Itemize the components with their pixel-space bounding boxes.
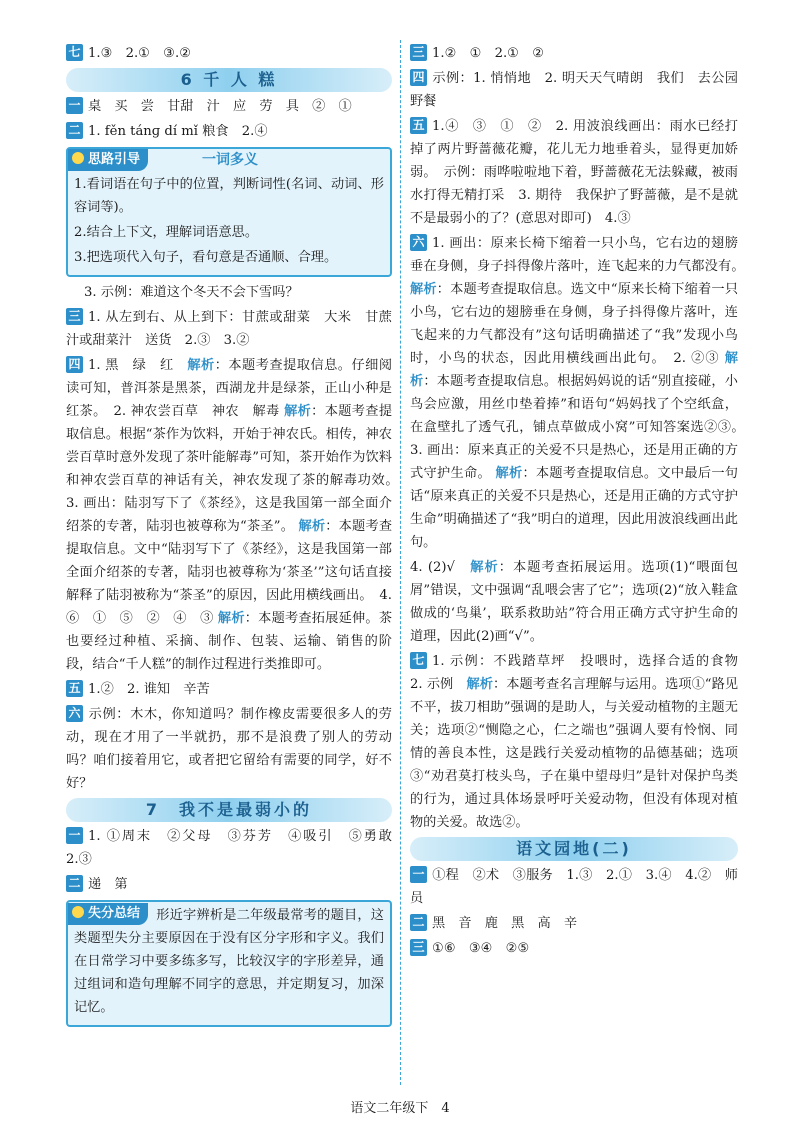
analysis-label: 解析 <box>284 404 312 419</box>
lightbulb-icon <box>72 152 84 164</box>
analysis-label: 解析 <box>495 466 523 481</box>
tip-box-mistake-summary <box>66 900 392 1027</box>
answer-5: 五 1.② 2. 谁知 辛苦 <box>66 678 392 701</box>
analysis-label: 解析 <box>217 611 245 626</box>
section-tag: 五 <box>410 117 427 134</box>
answer-2: 二 递 第 <box>66 873 392 896</box>
lightbulb-icon <box>72 906 84 918</box>
answer-6: 六 示例：木木，你知道吗？制作橡皮需要很多人的劳动，现在才用了一半就扔，那不是浪费了别人的劳动吗？咱们接着用它，或者把它留给有需要的同学，好不好？ <box>66 706 392 791</box>
answer-4: 四 示例：1. 悄悄地 2. 明天天气晴朗 我们 去公园野餐 <box>410 70 738 109</box>
section-tag: 七 <box>410 652 427 669</box>
analysis-label: 解析 <box>466 677 494 692</box>
lesson-6-title: 6 千 人 糕 <box>66 68 392 92</box>
section-tag: 三 <box>66 308 83 325</box>
analysis-label: 解析 <box>410 351 738 389</box>
answer-2: 二 1. fěn tánɡ dí mǐ 粮食 2.④ <box>66 120 392 143</box>
tip-text: 形近字辨析是二年级最常考的题目，这类题型失分主要原因在于没有区分字形和字义。我们在日常学习中要多练多写，比较汉字的字形差异，通过组词和造句理解不同字的意思，并定期复习，加深记忆。 <box>74 908 384 1015</box>
analysis-label: 解析 <box>470 560 499 575</box>
lesson-7-title: 7 我不是最弱小的 <box>66 798 392 822</box>
section-tag: 五 <box>66 680 83 697</box>
section-tag: 二 <box>410 914 427 931</box>
answer-2: 二 黑 音 鹿 黑 高 辛 <box>410 912 738 935</box>
left-column <box>66 42 406 1027</box>
section-tag: 七 <box>66 44 83 61</box>
answer-1: 一 1. ①周末 ②父母 ③芬芳 ④吸引 ⑤勇敢 2.③ <box>66 828 406 867</box>
answer-3: 三 1. 从左到右、从上到下：甘蔗或甜菜 大米 甘蔗汁或甜菜汁 送货 2.③ 3.② <box>66 309 392 348</box>
answer-1: 一 ①程 ②术 ③服务 1.③ 2.① 3.④ 4.② 师 员 <box>410 867 752 906</box>
section-tag: 六 <box>66 705 83 722</box>
tip-line: 2.结合上下文，理解词语意思。 <box>74 225 259 240</box>
answer-7: 七 1. 示例：不践踏草坪 投喂时，选择合适的食物 2. 示例 解析：本题考查名言理解与运用。选项①“路见不平，拔刀相助”强调的是助人，与关爱动植物的主题无关；选项②“恻隐之心，仁之端也”强调人要有怜悯、同情的善良本性，这是践行关爱动植物的品德基础；选项③“劝君莫打枝头鸟，子在巢中望母归”是针对保护鸟类的行为，通过具体场景呼吁关爱动物，但没有体现对植物的关爱。故选②。 <box>410 653 752 830</box>
answer-2-3: 3. 示例：难道这个冬天不会下雪吗？ <box>84 285 299 300</box>
section-tag: 四 <box>410 69 427 86</box>
section-tag: 四 <box>66 356 83 373</box>
section-tag: 三 <box>410 939 427 956</box>
section-tag: 一 <box>410 866 427 883</box>
section-tag: 二 <box>66 875 83 892</box>
tip-label: 思路引导 <box>68 149 148 171</box>
answer-6-4: 4. (2)√ 解析：本题考查拓展运用。选项(1)“喂面包屑”错误，文中强调“乱喂会害了它”；选项(2)“放入鞋盒做成的‘鸟巢’，联系救助站”符合用正确方式守护生命的道理，因此(2)画“√”。 <box>410 560 739 644</box>
column-divider <box>400 40 401 1085</box>
section-tag: 一 <box>66 827 83 844</box>
page-footer: 语文二年级下 4 <box>350 1101 450 1116</box>
answer-3: 三 1.② ① 2.① ② <box>410 42 738 65</box>
answer-5: 五 1.④ ③ ① ② 2. 用波浪线画出：雨水已经打掉了两片野蔷薇花瓣，花儿无力地垂着头，显得更加娇弱。 示例：雨哗啦啦地下着，野蔷薇花无法躲藏，被雨水打得无精打采 3. 期待 我保护了野蔷薇，是不是就不是最弱小的了？(意思对即可) 4.③ <box>410 118 738 226</box>
section-tag: 三 <box>410 44 427 61</box>
section-tag: 六 <box>410 234 427 251</box>
analysis-label: 解析 <box>187 358 215 373</box>
yuwen-yuandi-title: 语文园地(二) <box>410 837 738 861</box>
analysis-label: 解析 <box>298 519 326 534</box>
right-column <box>410 42 752 962</box>
tip-box-thinking-guide <box>66 147 392 277</box>
tip-line: 1.看词语在句子中的位置，判断词性(名词、动词、形容词等)。 <box>74 177 384 215</box>
answer-7: 七 1.③ 2.① ③.② <box>66 42 392 65</box>
answer-6: 六 1. 画出：原来长椅下缩着一只小鸟，它右边的翅膀垂在身侧，身子抖得像片落叶，连飞起来的力气都没有。 解析：本题考查提取信息。选文中“原来长椅下缩着一只小鸟，它右边的翅膀垂在身侧，身子抖得像片落叶，连飞起来的力气都没有”这句话明确描述了“我”发现小鸟时，小鸟的状态，因此用横线画出此句。 2. ②③ 解析：本题考查提取信息。根据妈妈说的话“别直接碰，小鸟会应激，用丝巾垫着捧”和语句“妈妈找了个空纸盒，在盒壁扎了透气孔，铺点草做成小窝”可知答案选②③。 3. 画出：原来真正的关爱不只是热心，还是用正确的方式守护生命。 解析：本题考查提取信息。文中最后一句话“原来真正的关爱不只是热心，还是用正确的方式守护生命”明确描述了“我”明白的道理，因此用波浪线画出此句。 <box>410 235 752 550</box>
tip-line: 3.把选项代入句子，看句意是否通顺、合理。 <box>74 250 338 265</box>
analysis-label: 解析 <box>410 282 437 297</box>
tip-label: 失分总结 <box>68 903 148 925</box>
answer-1: 一 桌 买 尝 甘甜 汁 应 劳 具 ② ① <box>66 95 392 118</box>
section-tag: 一 <box>66 97 83 114</box>
answer-3: 三 ①⑥ ③④ ②⑤ <box>410 937 738 960</box>
answer-4: 四 1. 黑 绿 红 解析：本题考查提取信息。仔细阅读可知，普洱茶是黑茶，西湖龙井是绿茶，正山小种是红茶。 2. 神农尝百草 神农 解毒 解析：本题考查提取信息。根据“茶作为饮料，开始于神农氏。相传，神农尝百草时意外发现了茶叶能解毒”可知，茶开始作为饮料和神农尝百草的神话有关，神农发现了茶的解毒功效。 3. 画出：陆羽写下了《茶经》，这是我国第一部全面介绍茶的专著，陆羽也被尊称为“茶圣”。 解析：本题考查提取信息。文中“陆羽写下了《茶经》，这是我国第一部全面介绍茶的专著，陆羽也被尊称为‘茶圣’”这句话直接解释了陆羽被称为“茶圣”的原因，因此用横线画出。 4. ⑥ ① ⑤ ② ④ ③ 解析：本题考查拓展延伸。茶也要经过种植、采摘、制作、包装、运输、销售的阶段，结合“千人糕”的制作过程进行类推即可。 <box>66 357 406 672</box>
tip-subtitle: 一词多义 <box>202 152 258 168</box>
section-tag: 二 <box>66 122 83 139</box>
